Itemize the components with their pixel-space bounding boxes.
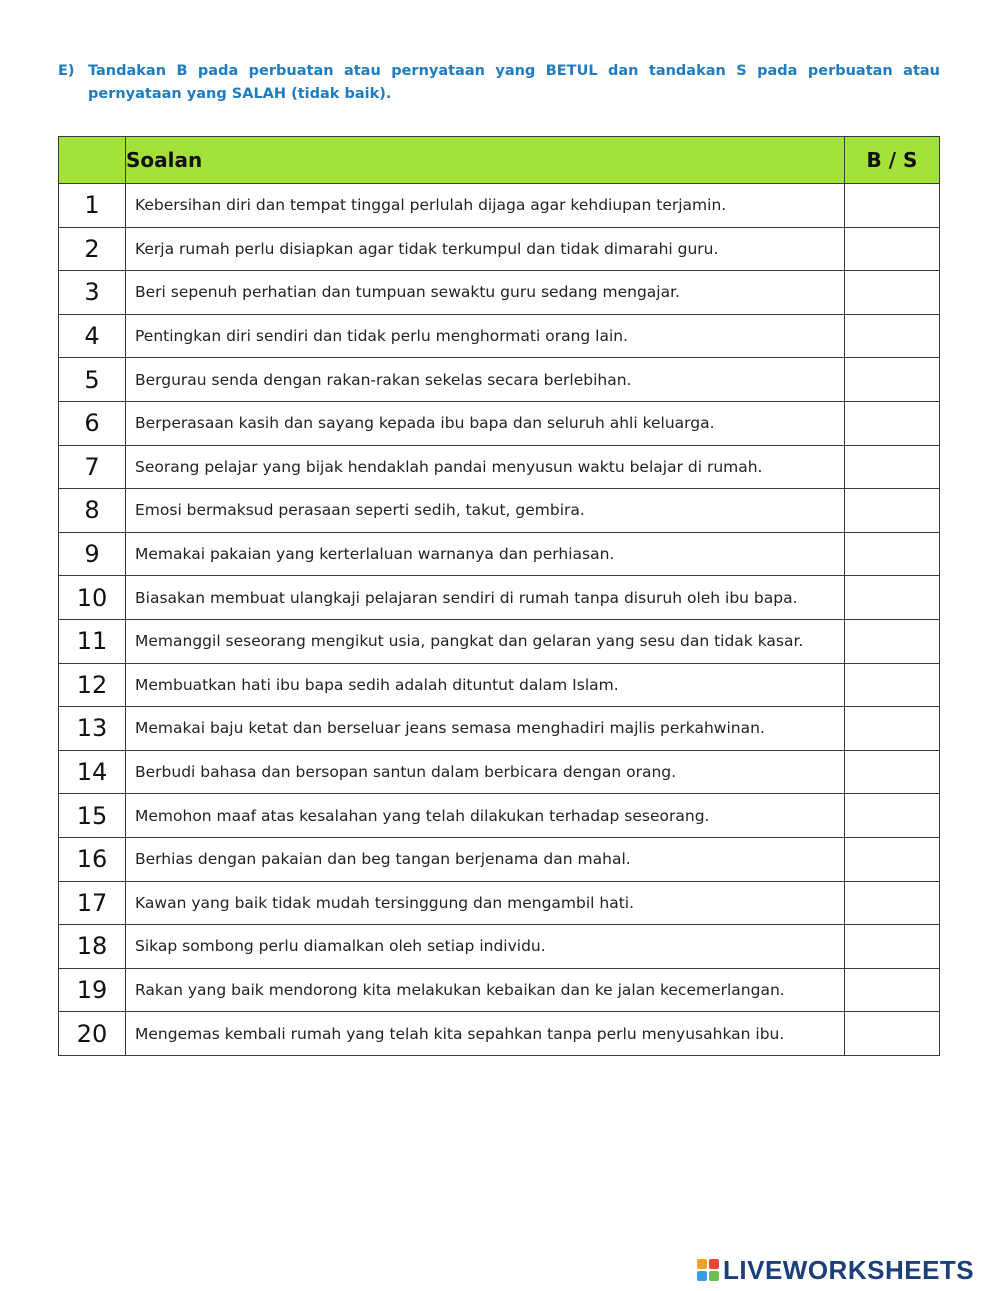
table-row (59, 619, 940, 663)
question-number: 15 (59, 794, 126, 838)
logo-square-icon (709, 1271, 719, 1281)
table-row (59, 445, 940, 489)
question-number: 5 (59, 358, 126, 402)
logo-mark-icon (697, 1259, 719, 1281)
question-number: 17 (59, 881, 126, 925)
question-text: Memakai baju ketat dan berseluar jeans semasa menghadiri majlis perkahwinan. (126, 707, 845, 751)
question-text: Kawan yang baik tidak mudah tersinggung dan mengambil hati. (126, 881, 845, 925)
table-row (59, 314, 940, 358)
question-text: Pentingkan diri sendiri dan tidak perlu menghormati orang lain. (126, 314, 845, 358)
table-row (59, 401, 940, 445)
question-number: 1 (59, 184, 126, 228)
question-text: Biasakan membuat ulangkaji pelajaran sendiri di rumah tanpa disuruh oleh ibu bapa. (126, 576, 845, 620)
logo-square-icon (697, 1271, 707, 1281)
instruction (58, 60, 940, 106)
table-row (59, 750, 940, 794)
answer-box[interactable] (845, 663, 940, 707)
question-table (58, 136, 940, 1056)
answer-box[interactable] (845, 968, 940, 1012)
answer-box[interactable] (845, 227, 940, 271)
table-row (59, 489, 940, 533)
answer-box[interactable] (845, 1012, 940, 1056)
table-row (59, 837, 940, 881)
answer-box[interactable] (845, 619, 940, 663)
question-number: 19 (59, 968, 126, 1012)
answer-box[interactable] (845, 489, 940, 533)
question-text: Kerja rumah perlu disiapkan agar tidak terkumpul dan tidak dimarahi guru. (126, 227, 845, 271)
question-number: 14 (59, 750, 126, 794)
table-row (59, 881, 940, 925)
answer-box[interactable] (845, 925, 940, 969)
answer-box[interactable] (845, 532, 940, 576)
answer-box[interactable] (845, 837, 940, 881)
table-row (59, 532, 940, 576)
table-row (59, 271, 940, 315)
logo-square-icon (697, 1259, 707, 1269)
instruction-text: Tandakan B pada perbuatan atau pernyataan yang BETUL dan tandakan S pada perbuatan atau pernyataan yang SALAH (tidak baik). (88, 63, 940, 102)
question-number: 8 (59, 489, 126, 533)
answer-box[interactable] (845, 750, 940, 794)
question-text: Sikap sombong perlu diamalkan oleh setiap individu. (126, 925, 845, 969)
table-row (59, 663, 940, 707)
table-row (59, 1012, 940, 1056)
question-text: Seorang pelajar yang bijak hendaklah pandai menyusun waktu belajar di rumah. (126, 445, 845, 489)
question-text: Beri sepenuh perhatian dan tumpuan sewaktu guru sedang mengajar. (126, 271, 845, 315)
answer-box[interactable] (845, 576, 940, 620)
table-row (59, 707, 940, 751)
question-text: Memakai pakaian yang kerterlaluan warnanya dan perhiasan. (126, 532, 845, 576)
question-number: 6 (59, 401, 126, 445)
instruction-label: E) (58, 63, 75, 79)
question-text: Memanggil seseorang mengikut usia, pangkat dan gelaran yang sesu dan tidak kasar. (126, 619, 845, 663)
question-text: Emosi bermaksud perasaan seperti sedih, takut, gembira. (126, 489, 845, 533)
question-text: Membuatkan hati ibu bapa sedih adalah dituntut dalam Islam. (126, 663, 845, 707)
logo-text: LIVEWORKSHEETS (723, 1254, 975, 1285)
question-text: Memohon maaf atas kesalahan yang telah dilakukan terhadap seseorang. (126, 794, 845, 838)
question-number: 9 (59, 532, 126, 576)
table-row (59, 184, 940, 228)
table-row (59, 358, 940, 402)
answer-box[interactable] (845, 314, 940, 358)
header-question: Soalan (126, 137, 845, 184)
question-number: 10 (59, 576, 126, 620)
question-number: 3 (59, 271, 126, 315)
question-text: Rakan yang baik mendorong kita melakukan kebaikan dan ke jalan kecemerlangan. (126, 968, 845, 1012)
question-number: 12 (59, 663, 126, 707)
question-number: 4 (59, 314, 126, 358)
header-answer: B / S (845, 137, 940, 184)
table-row (59, 227, 940, 271)
answer-box[interactable] (845, 271, 940, 315)
question-number: 16 (59, 837, 126, 881)
logo-square-icon (709, 1259, 719, 1269)
answer-box[interactable] (845, 184, 940, 228)
question-text: Mengemas kembali rumah yang telah kita sepahkan tanpa perlu menyusahkan ibu. (126, 1012, 845, 1056)
answer-box[interactable] (845, 401, 940, 445)
answer-box[interactable] (845, 358, 940, 402)
table-row (59, 925, 940, 969)
answer-box[interactable] (845, 707, 940, 751)
question-number: 2 (59, 227, 126, 271)
question-number: 7 (59, 445, 126, 489)
question-number: 18 (59, 925, 126, 969)
question-number: 13 (59, 707, 126, 751)
answer-box[interactable] (845, 445, 940, 489)
question-number: 20 (59, 1012, 126, 1056)
table-row (59, 576, 940, 620)
header-number (59, 137, 126, 184)
liveworksheets-logo (697, 1255, 974, 1285)
question-text: Berperasaan kasih dan sayang kepada ibu bapa dan seluruh ahli keluarga. (126, 401, 845, 445)
question-text: Berhias dengan pakaian dan beg tangan berjenama dan mahal. (126, 837, 845, 881)
answer-box[interactable] (845, 881, 940, 925)
question-text: Kebersihan diri dan tempat tinggal perlulah dijaga agar kehdiupan terjamin. (126, 184, 845, 228)
table-row (59, 968, 940, 1012)
question-number: 11 (59, 619, 126, 663)
question-text: Bergurau senda dengan rakan-rakan sekelas secara berlebihan. (126, 358, 845, 402)
table-row (59, 794, 940, 838)
answer-box[interactable] (845, 794, 940, 838)
table-header-row (59, 137, 940, 184)
question-text: Berbudi bahasa dan bersopan santun dalam berbicara dengan orang. (126, 750, 845, 794)
